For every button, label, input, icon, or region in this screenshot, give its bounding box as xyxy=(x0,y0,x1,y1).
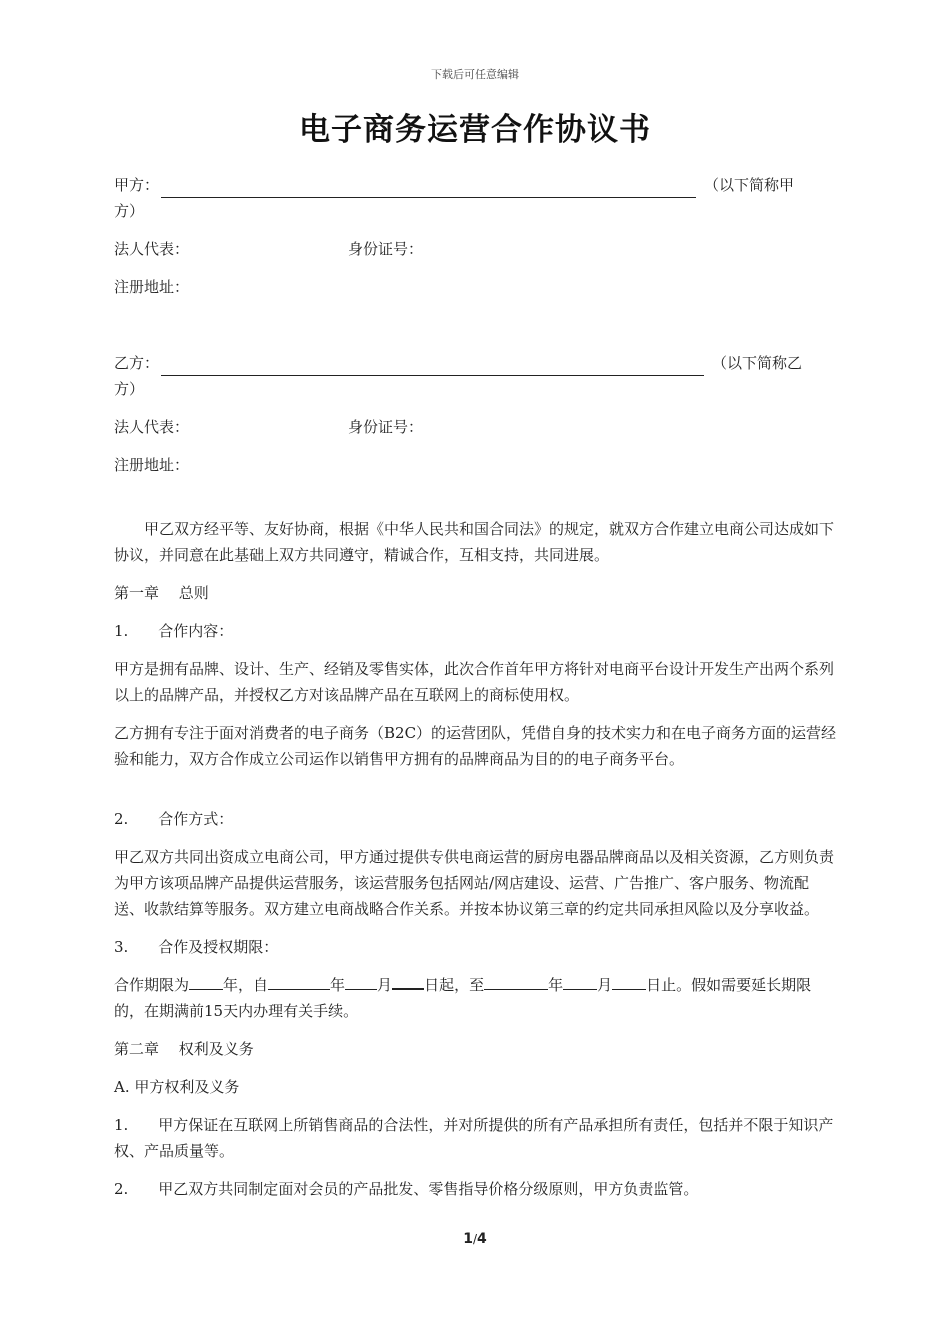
party-b-rep-label: 法人代表： xyxy=(114,418,190,436)
term-years-blank xyxy=(189,974,223,990)
term-text-3: 年 xyxy=(330,976,346,994)
party-a-rep-row xyxy=(114,236,838,262)
term-text-2: 年，自 xyxy=(223,976,269,994)
start-day-blank xyxy=(392,973,424,990)
section-3-heading: 3. 合作及授权期限： xyxy=(114,938,279,956)
party-a-label: 甲方： xyxy=(114,176,160,194)
start-year-blank xyxy=(268,974,330,990)
header-note: 下载后可任意编辑 xyxy=(431,68,519,81)
page-current: 1 xyxy=(463,1231,473,1247)
clause-a1: 1. 甲方保证在互联网上所销售商品的合法性，并对所提供的所有产品承担所有责任，包括并不限于知识产权、产品质量等。 xyxy=(114,1116,834,1160)
term-text-6: 年 xyxy=(548,976,564,994)
party-a-suffix-wrap: 方） xyxy=(114,202,145,220)
term-text-4: 月 xyxy=(377,976,393,994)
page-separator: / xyxy=(472,1232,478,1246)
party-a-id-label: 身份证号： xyxy=(348,240,424,258)
section-2-paragraph: 甲乙双方共同出资成立电商公司，甲方通过提供专供电商运营的厨房电器品牌商品以及相关资源，乙方则负责为甲方该项品牌产品提供运营服务，该运营服务包括网站/网店建设、运营、广告推广、客户服务、物流配送、收款结算等服务。双方建立电商战略合作关系。并按本协议第三章的约定共同承担风险以及分享收益。 xyxy=(114,848,835,918)
end-year-blank xyxy=(484,974,548,990)
term-text-1: 合作期限为 xyxy=(114,976,190,994)
term-text-8: 日止。假如需要延长期限的，在期满前15天内办理有关手续。 xyxy=(114,976,812,1020)
intro-paragraph: 甲乙双方经平等、友好协商，根据《中华人民共和国合同法》的规定，就双方合作建立电商公司达成如下协议，并同意在此基础上双方共同遵守，精诚合作，互相支持，共同进展。 xyxy=(114,520,835,564)
chapter-1-heading: 第一章 总则 xyxy=(114,584,209,602)
page-total: 4 xyxy=(477,1231,487,1247)
party-b-name-blank xyxy=(161,359,704,376)
chapter-2-heading: 第二章 权利及义务 xyxy=(114,1040,254,1058)
start-month-blank xyxy=(345,974,377,990)
party-a-name-blank xyxy=(161,181,696,198)
page-number xyxy=(0,1231,950,1247)
end-month-blank xyxy=(563,974,597,990)
document-title: 电子商务运营合作协议书 xyxy=(299,112,651,148)
section-a-heading: A. 甲方权利及义务 xyxy=(114,1078,240,1096)
party-a-rep-label: 法人代表： xyxy=(114,240,190,258)
term-text-5: 日起，至 xyxy=(424,976,485,994)
party-a-suffix: （以下简称甲 xyxy=(704,176,795,194)
term-text-7: 月 xyxy=(597,976,613,994)
section-2-heading: 2. 合作方式： xyxy=(114,810,234,828)
party-b-id-label: 身份证号： xyxy=(348,418,424,436)
section-1-heading: 1. 合作内容： xyxy=(114,622,234,640)
document-body xyxy=(114,172,838,1202)
section-3-term-paragraph xyxy=(114,972,838,1024)
party-b-suffix: （以下简称乙 xyxy=(712,354,803,372)
end-day-blank xyxy=(612,974,646,990)
party-b-suffix-wrap: 方） xyxy=(114,380,145,398)
section-1-paragraph-2: 乙方拥有专注于面对消费者的电子商务（B2C）的运营团队，凭借自身的技术实力和在电子商务方面的运营经验和能力，双方合作成立公司运作以销售甲方拥有的品牌商品为目的的电子商务平台。 xyxy=(114,724,837,768)
section-1-paragraph-1: 甲方是拥有品牌、设计、生产、经销及零售实体，此次合作首年甲方将针对电商平台设计开发生产出两个系列以上的品牌产品，并授权乙方对该品牌产品在互联网上的商标使用权。 xyxy=(114,660,835,704)
clause-a2: 2. 甲乙双方共同制定面对会员的产品批发、零售指导价格分级原则，甲方负责监管。 xyxy=(114,1180,699,1198)
party-b-rep-row xyxy=(114,414,838,440)
party-a-address-label: 注册地址： xyxy=(114,278,190,296)
party-b-line xyxy=(114,350,838,376)
party-b-label: 乙方： xyxy=(114,354,160,372)
party-b-address-label: 注册地址： xyxy=(114,456,190,474)
party-a-line xyxy=(114,172,838,198)
